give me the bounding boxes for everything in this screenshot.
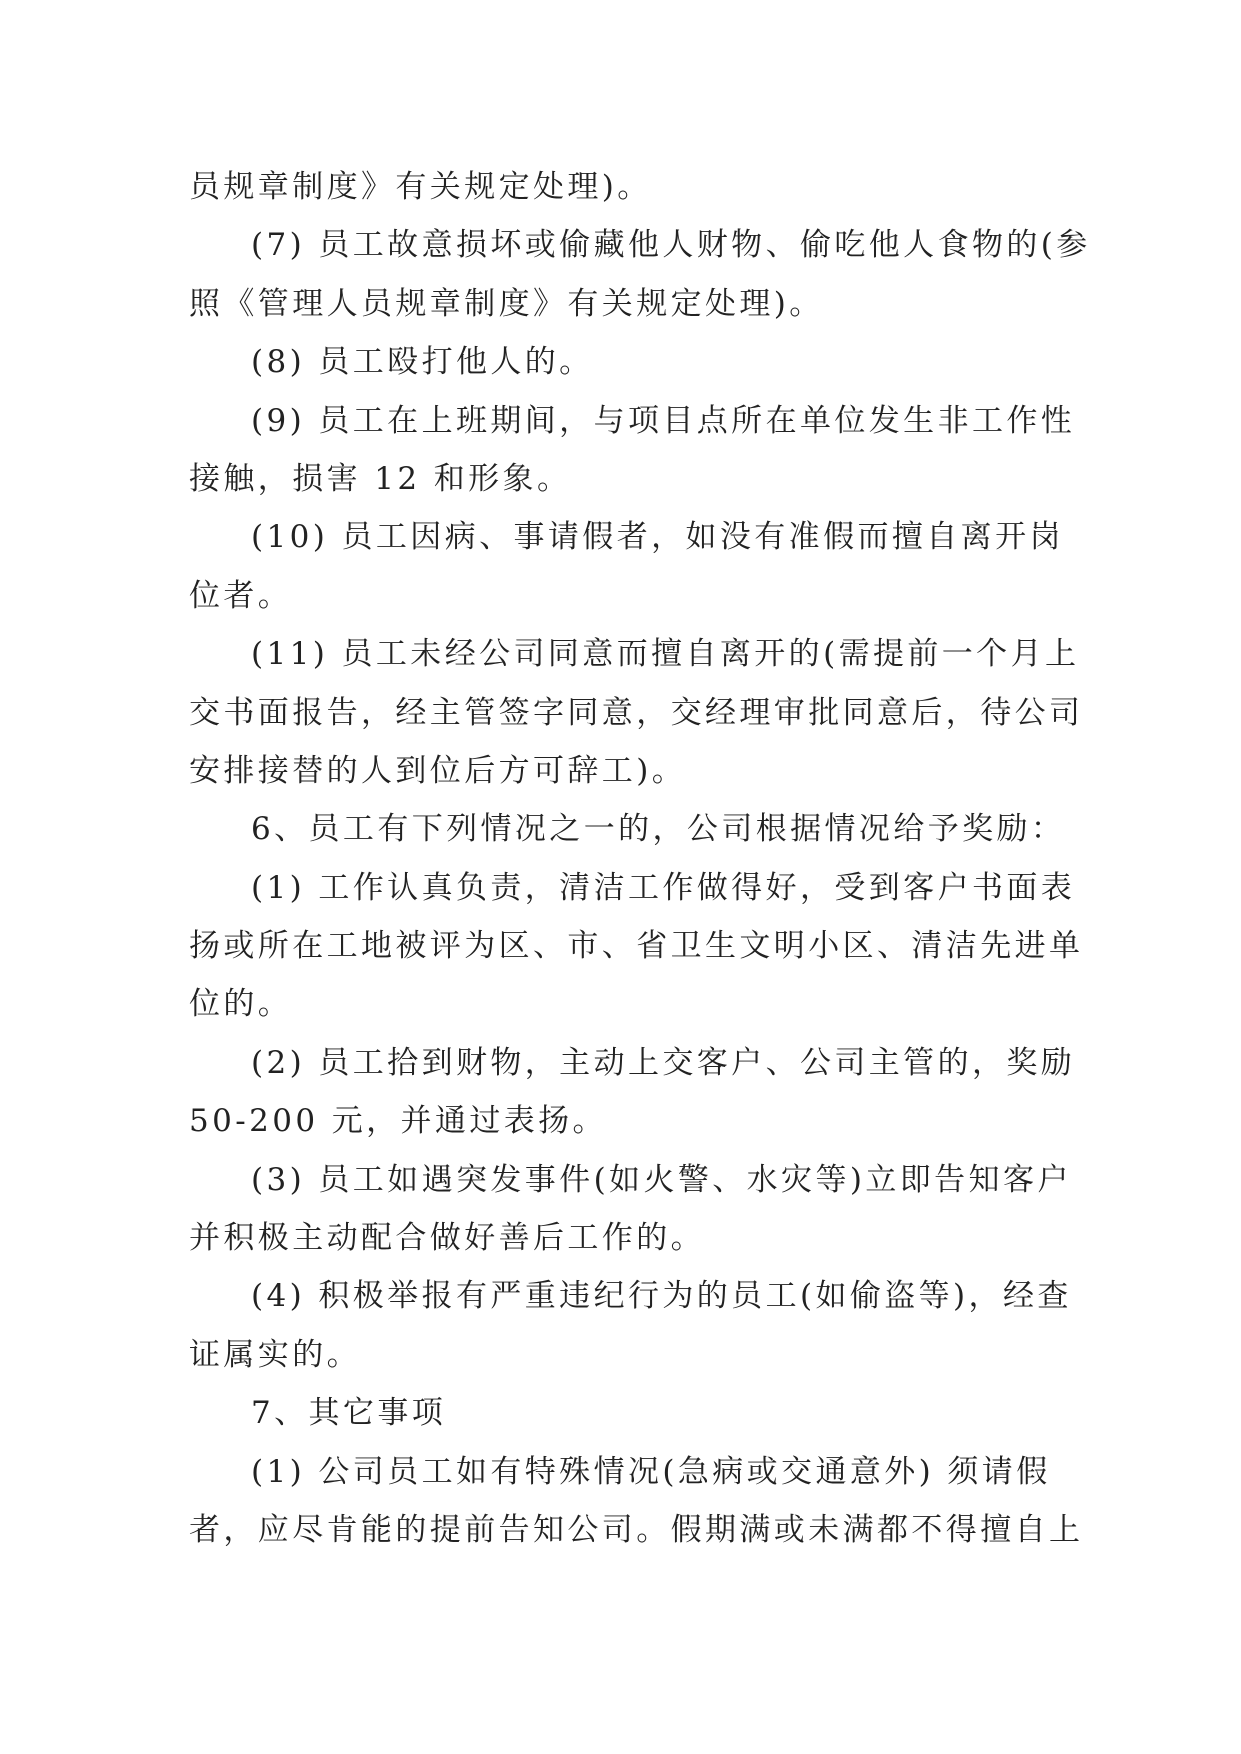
document-line: 位者。 <box>189 577 293 614</box>
document-line: (3) 员工如遇突发事件(如火警、水灾等)立即告知客户 <box>251 1161 1072 1198</box>
document-line: 位的。 <box>189 986 293 1023</box>
document-line: (8) 员工殴打他人的。 <box>251 344 594 381</box>
document-line: 6、员工有下列情况之一的，公司根据情况给予奖励： <box>251 811 1066 848</box>
document-line: 照《管理人员规章制度》有关规定处理)。 <box>189 285 824 322</box>
document-line: (1) 公司员工如有特殊情况(急病或交通意外) 须请假 <box>251 1453 1051 1490</box>
document-line: 50-200 元，并通过表扬。 <box>189 1103 607 1140</box>
document-line: 员规章制度》有关规定处理)。 <box>189 169 652 205</box>
document-line: (9) 员工在上班期间，与项目点所在单位发生非工作性 <box>251 402 1076 439</box>
document-line: 安排接替的人到位后方可辞工)。 <box>189 752 687 789</box>
document-line: 者，应尽肯能的提前告知公司。假期满或未满都不得擅自上 <box>189 1511 1084 1548</box>
document-line: (1) 工作认真负责，清洁工作做得好，受到客户书面表 <box>251 869 1076 906</box>
document-line: (7) 员工故意损坏或偷藏他人财物、偷吃他人食物的(参 <box>251 227 1091 264</box>
document-line: 接触，损害 12 和形象。 <box>189 460 572 497</box>
document-line: 7、其它事项 <box>251 1395 447 1432</box>
document-line: 交书面报告，经主管签字同意，交经理审批同意后，待公司 <box>189 694 1084 731</box>
document-line: (2) 员工拾到财物，主动上交客户、公司主管的，奖励 <box>251 1044 1076 1081</box>
document-line: (10) 员工因病、事请假者，如没有准假而擅自离开岗 <box>251 519 1064 556</box>
document-line: (11) 员工未经公司同意而擅自离开的(需提前一个月上 <box>251 636 1080 673</box>
document-line: (4) 积极举报有严重违纪行为的员工(如偷盗等)，经查 <box>251 1278 1072 1315</box>
document-line: 扬或所在工地被评为区、市、省卫生文明小区、清洁先进单 <box>189 928 1084 965</box>
document-line: 并积极主动配合做好善后工作的。 <box>189 1220 705 1257</box>
document-line: 证属实的。 <box>189 1336 361 1373</box>
document-body <box>189 158 1091 1559</box>
